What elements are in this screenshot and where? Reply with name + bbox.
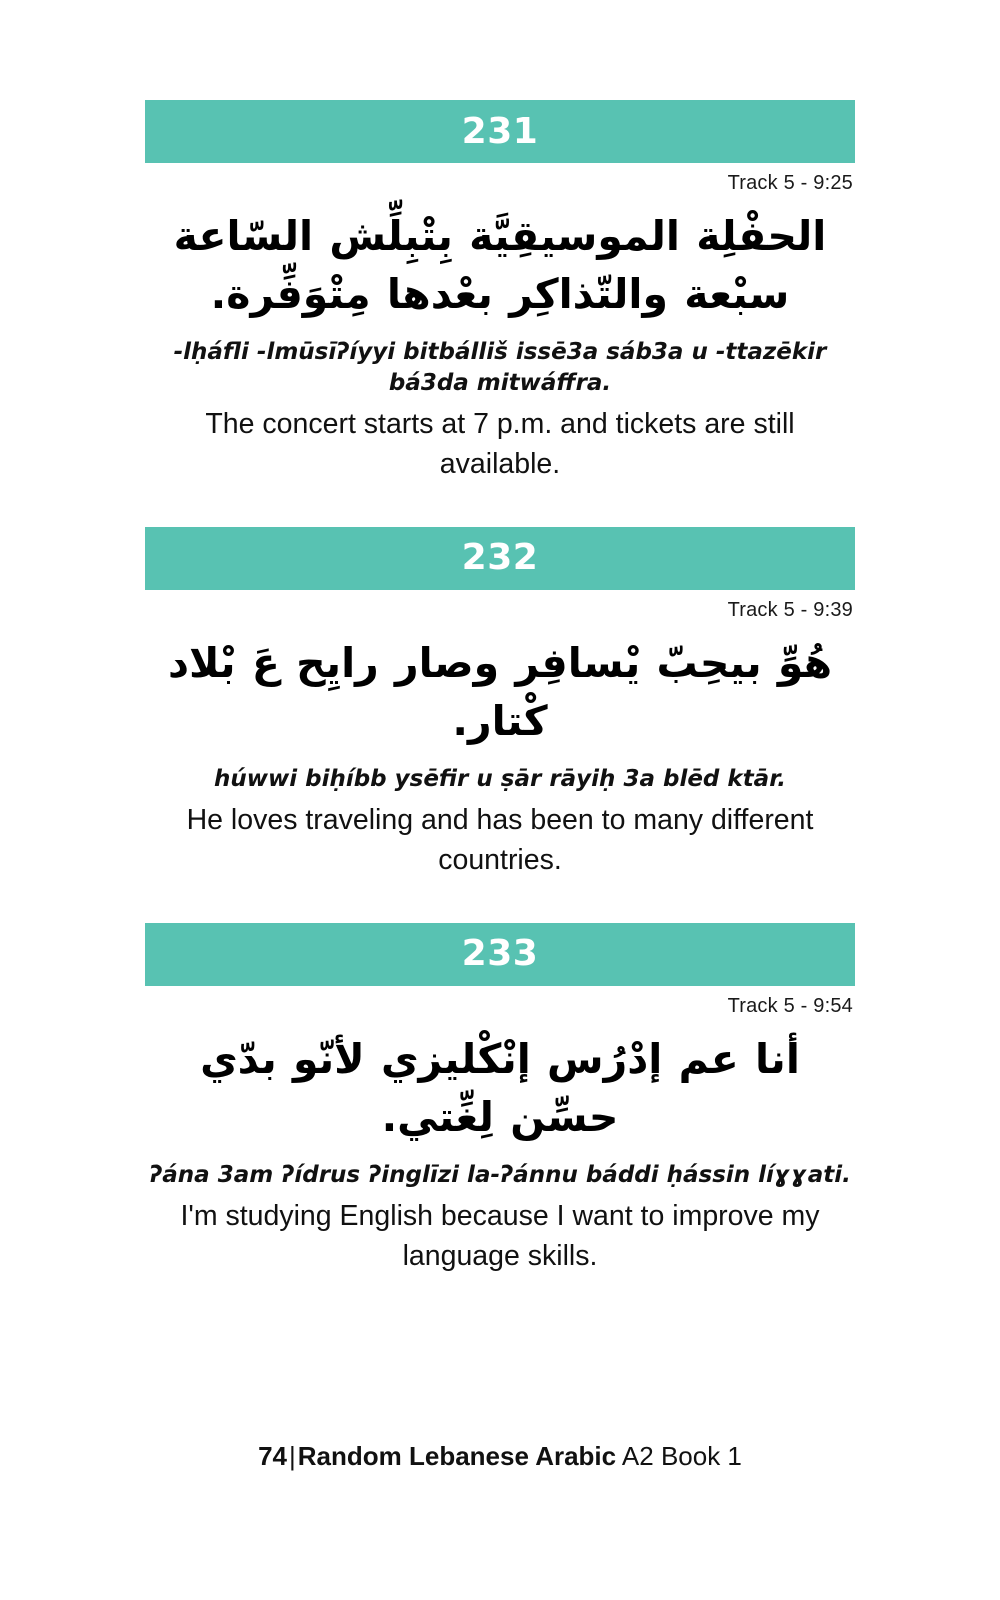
entry-number-banner (145, 527, 855, 590)
entry-track-label: Track 5 - 9:39 (727, 598, 853, 621)
entry-list (145, 0, 855, 1277)
entry-arabic-text: الحفْلِة الموسيقِيَّة بِتْبِلِّش السّاعة سبْعة والتّذاكِر بعْدها مِتْوَفِّرة. (173, 212, 827, 319)
entry-arabic-text: أنا عم إدْرُس إنْكْليزي لأنّو بدّي حسِّن لِغِّتي. (200, 1034, 800, 1142)
entry-english-translation: The concert starts at 7 p.m. and tickets are still available. (205, 408, 795, 480)
entry-transliteration: -lḥáfli -lmūsīʔíyyi bitbálliš issē3a sáb3a u -ttazēkir bá3da mitwáffra. (173, 339, 827, 397)
footer-separator: | (289, 1440, 296, 1471)
entry-number: 232 (461, 537, 539, 579)
entry-transliteration: húwwi biḥíbb ysēfir u ṣār rāyiḥ 3a blēd ktār. (213, 766, 787, 793)
entry-card (145, 923, 855, 1277)
entry-english-translation: I'm studying English because I want to improve my language skills. (180, 1200, 820, 1273)
entry-english-translation: He loves traveling and has been to many different countries. (186, 804, 814, 876)
footer-book-title: Random Lebanese Arabic (297, 1440, 617, 1471)
page-footer (0, 1441, 1000, 1472)
entry-number-banner (145, 100, 855, 163)
entry-number: 231 (461, 110, 539, 152)
entry-transliteration: ʔána 3am ʔídrus ʔinglīzi la-ʔánnu báddi ḥássin líɣɣati. (149, 1162, 851, 1189)
entry-number: 233 (461, 933, 539, 975)
footer-book-level: A2 Book 1 (621, 1440, 742, 1471)
entry-arabic-text: هُوِّ بيحِبّ يْسافِر وصار رايِح عَ بْلاد كْتار. (168, 638, 832, 746)
entry-card (145, 100, 855, 485)
entry-number-banner (145, 923, 855, 986)
entry-card (145, 527, 855, 881)
entry-track-label: Track 5 - 9:54 (727, 994, 853, 1017)
footer-page-number: 74 (258, 1440, 287, 1471)
entry-track-label: Track 5 - 9:25 (727, 172, 853, 194)
